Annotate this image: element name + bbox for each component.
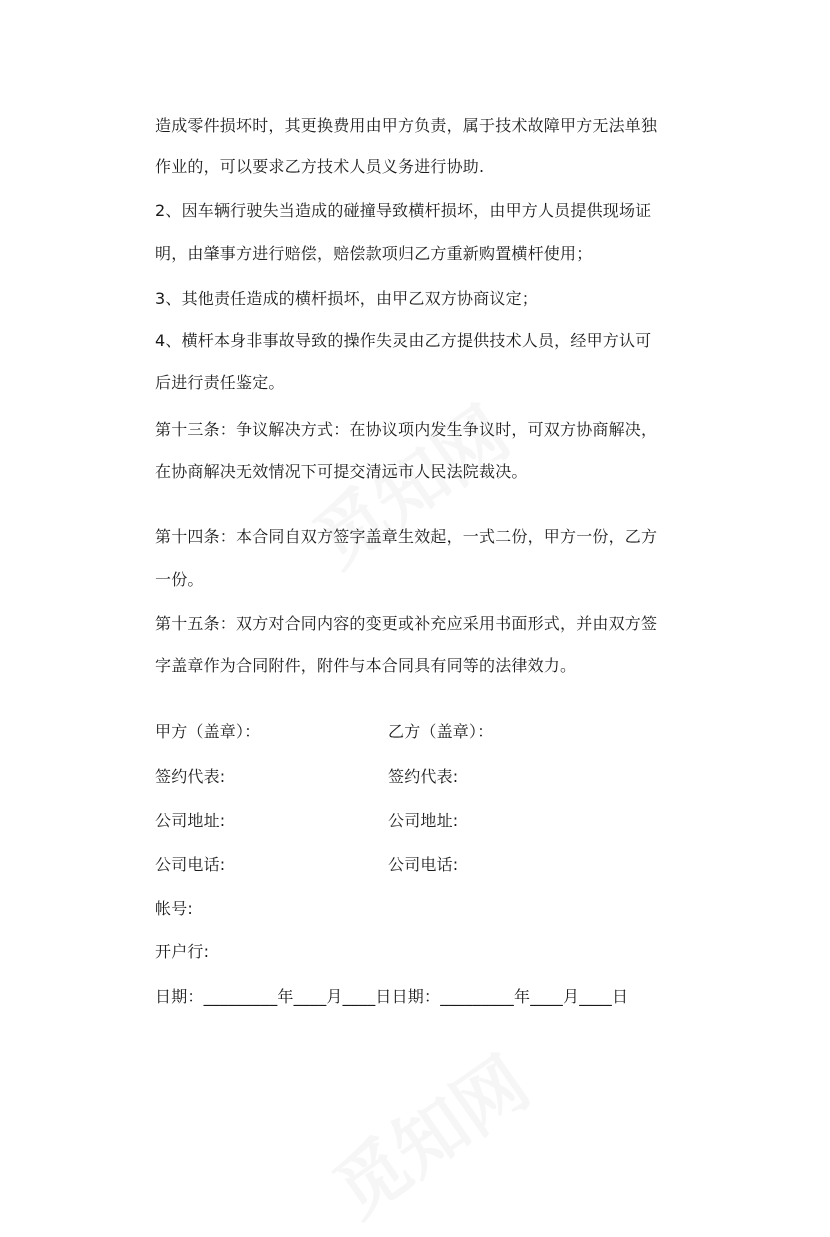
article-14: 第十四条：本合同自双方签字盖章生效起，一式二份，甲方一份，乙方 xyxy=(155,527,658,546)
paragraph-line: 作业的，可以要求乙方技术人员义务进行协助. xyxy=(155,157,485,176)
party-b-rep: 签约代表: xyxy=(388,767,459,786)
clause-4: 4、横杆本身非事故导致的操作失灵由乙方提供技术人员，经甲方认可 xyxy=(155,331,652,350)
watermark xyxy=(290,377,527,586)
watermark xyxy=(310,1027,547,1236)
party-a-account: 帐号: xyxy=(155,899,193,918)
clause-2: 2、因车辆行驶失当造成的碰撞导致横杆损坏，由甲方人员提供现场证 xyxy=(155,201,652,220)
clause-3: 3、其他责任造成的横杆损坏，由甲乙双方协商议定； xyxy=(155,289,538,308)
party-a-rep: 签约代表: xyxy=(155,767,226,786)
paragraph-line: 造成零件损坏时，其更换费用由甲方负责，属于技术故障甲方无法单独 xyxy=(155,116,658,135)
party-a-phone: 公司电话: xyxy=(155,855,226,874)
date-line: 日期：_________年____月____日日期：_________年____月____日 xyxy=(155,987,629,1006)
paragraph-line: 字盖章作为合同附件，附件与本合同具有同等的法律效力。 xyxy=(155,656,577,675)
paragraph-line: 在协商解决无效情况下可提交清远市人民法院裁决。 xyxy=(155,462,528,481)
party-a-bank: 开户行: xyxy=(155,942,210,961)
paragraph-line: 一份。 xyxy=(155,570,204,589)
party-b-seal: 乙方（盖章）： xyxy=(388,722,494,741)
party-b-address: 公司地址: xyxy=(388,811,459,830)
article-13: 第十三条：争议解决方式：在协议项内发生争议时，可双方协商解决， xyxy=(155,420,658,439)
article-15: 第十五条：双方对合同内容的变更或补充应采用书面形式，并由双方签 xyxy=(155,614,658,633)
paragraph-line: 明，由肇事方进行赔偿，赔偿款项归乙方重新购置横杆使用； xyxy=(155,244,593,263)
party-a-address: 公司地址: xyxy=(155,811,226,830)
party-b-phone: 公司电话: xyxy=(388,855,459,874)
paragraph-line: 后进行责任鉴定。 xyxy=(155,373,285,392)
party-a-seal: 甲方（盖章）： xyxy=(155,722,261,741)
